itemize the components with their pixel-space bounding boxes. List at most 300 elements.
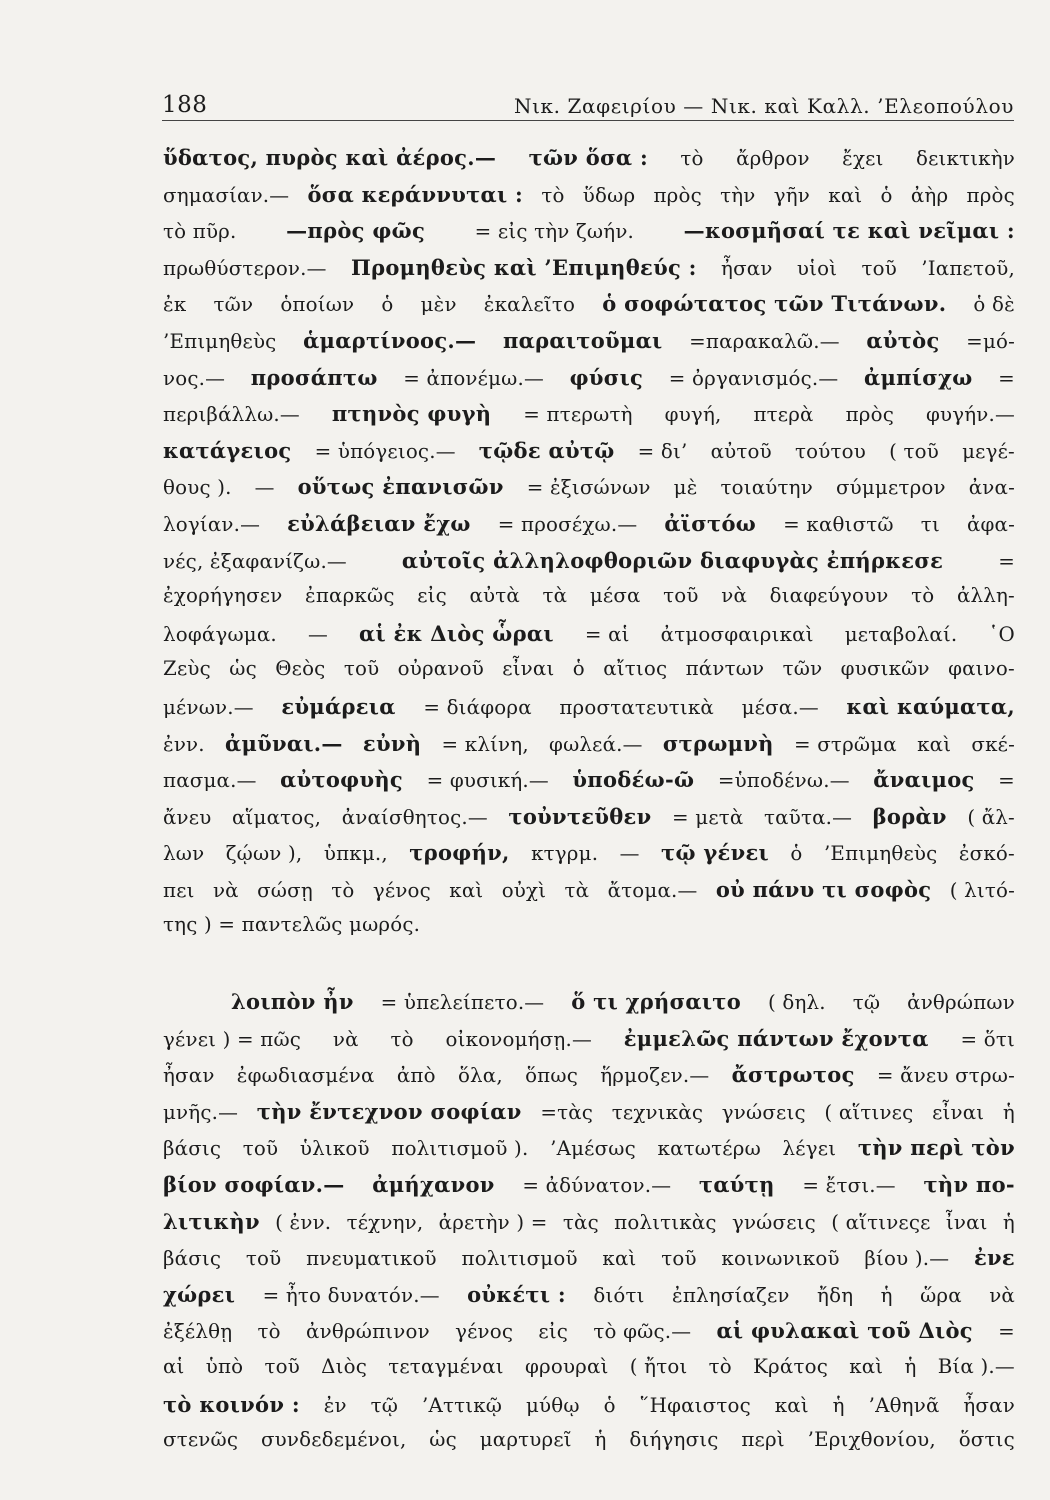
gloss-text: ἐξέλθῃ <box>163 1320 233 1344</box>
gloss-text: διότι <box>593 1283 645 1307</box>
gloss-text: ( αἵτινεςε <box>831 1210 931 1234</box>
lemma-term: ὑποδέω-ῶ <box>572 767 695 793</box>
lemma-term: τὸ κοινόν : <box>163 1391 300 1417</box>
gloss-text: =τὰς <box>540 1100 594 1124</box>
gloss-text: βίου ).— <box>864 1247 950 1271</box>
lemma-term: λοιπὸν ἦν <box>231 989 354 1015</box>
gloss-text: εἶναι <box>502 657 555 681</box>
gloss-text: Διὸς <box>321 1355 367 1378</box>
lemma-term: τὴν περὶ τὸν <box>857 1135 1015 1161</box>
gloss-text: κοινωνικοῦ <box>721 1247 840 1271</box>
gloss-text: συνδεδεμένοι, <box>260 1428 407 1452</box>
gloss-text: γνώσεις <box>721 1100 806 1124</box>
gloss-text: ἐπαρκῶς <box>305 584 395 608</box>
gloss-text: ἡ <box>904 1355 917 1378</box>
gloss-text: τοῦ <box>861 256 897 280</box>
gloss-text: καὶ <box>449 878 484 902</box>
text-line <box>163 804 1015 841</box>
gloss-text: τῶν <box>782 657 823 681</box>
gloss-text: ἀνα- <box>968 476 1015 500</box>
lemma-term: ἀμπίσχω <box>864 364 973 390</box>
gloss-text: ἀρετὴν ) = <box>438 1210 548 1234</box>
gloss-text: γένος <box>372 878 431 902</box>
lemma-term: ὁ σοφώτατος τῶν Τιτάνων. <box>602 291 947 317</box>
gloss-text: τῷ <box>852 991 881 1015</box>
lemma-term: οὐ πάνυ τι σοφὸς <box>715 876 932 902</box>
gloss-text: αἱ <box>163 1355 185 1378</box>
gloss-text: πολιτισμοῦ ). <box>391 1137 529 1161</box>
gloss-text: πολιτισμοῦ <box>461 1247 578 1271</box>
gloss-text: εἰς <box>417 584 447 608</box>
lemma-term: φύσις <box>569 364 644 390</box>
text-line <box>163 1099 1015 1136</box>
lemma-term: τῶν ὅσα : <box>528 145 648 170</box>
gloss-text: τοῦ <box>661 1247 697 1271</box>
gloss-text: στενῶς <box>163 1428 239 1452</box>
text-line <box>163 621 1015 658</box>
gloss-text: = μετὰ <box>672 805 744 829</box>
gloss-text: ὁ <box>381 293 394 317</box>
lemma-term: ἀϊστόω <box>664 510 757 536</box>
gloss-text: ἐνν. <box>163 732 205 756</box>
lemma-term: αὐτοφυὴς <box>280 767 404 793</box>
text-line <box>163 1318 1015 1355</box>
gloss-text: αἵματος, <box>232 805 322 829</box>
gloss-text: = φυσική.— <box>426 769 549 793</box>
gloss-text: ’Αμέσως <box>550 1137 636 1161</box>
gloss-text: φρουραὶ <box>524 1355 609 1378</box>
gloss-text: — <box>307 622 328 646</box>
gloss-text: τὸ <box>331 878 355 902</box>
gloss-text: μνῆς.— <box>163 1100 239 1124</box>
lemma-term: —πρὸς φῶς <box>286 218 426 244</box>
gloss-text: ταῦτα.— <box>764 805 853 829</box>
gloss-text: ἐσκό- <box>958 842 1015 866</box>
gloss-text: τοῦ <box>245 1247 282 1271</box>
gloss-text: τοιαύτην <box>720 476 813 500</box>
lemma-term: οὐκέτι : <box>467 1281 566 1307</box>
gloss-text: πει <box>163 878 195 902</box>
gloss-text: μένων.— <box>163 695 254 719</box>
lemma-term: ὅ τι χρήσαιτο <box>571 989 742 1015</box>
gloss-text: ( ἄλ- <box>967 805 1015 829</box>
gloss-text: =παρακαλῶ.— <box>689 329 840 353</box>
gloss-text: μὲ <box>673 476 698 500</box>
gloss-text: = ἦτο δυνατόν.— <box>262 1283 440 1307</box>
gloss-text: ἡ <box>1002 1210 1015 1234</box>
gloss-text: ὁ <box>603 1393 616 1417</box>
gloss-text: σύμμετρον <box>835 476 946 500</box>
text-line <box>163 694 1015 731</box>
gloss-text: ’Αττικῷ <box>421 1393 503 1417</box>
text-line <box>163 1355 1015 1392</box>
gloss-text: σημασίαν.— <box>163 183 290 207</box>
gloss-text: τὸ <box>708 1355 732 1378</box>
lemma-term: πτηνὸς φυγὴ <box>331 401 492 427</box>
text-line <box>163 328 1015 365</box>
text-line <box>163 401 1015 438</box>
gloss-text: οἰκονομήσῃ.— <box>445 1027 592 1051</box>
gloss-text: ὁ <box>880 183 893 207</box>
gloss-text: θους ). <box>163 476 232 500</box>
lemma-term: ὅσα κεράννυται : <box>307 181 524 207</box>
lemma-term: —κοσμῆσαί τε καὶ νεῖμαι : <box>683 218 1015 244</box>
gloss-text: ῞Ηφαιστος <box>639 1393 751 1417</box>
gloss-text: τὸ φῶς.— <box>593 1320 692 1344</box>
lemma-term: αἱ ἐκ Διὸς ὧραι <box>359 620 554 646</box>
gloss-text: νές, ἐξαφανίζω.— <box>163 549 347 573</box>
gloss-text: της ) = παντελῶς μωρός. <box>163 913 421 937</box>
gloss-text: Κράτος <box>753 1355 828 1378</box>
gloss-text: τὸ <box>257 1320 281 1344</box>
gloss-text: ἐκαλεῖτο <box>483 293 576 317</box>
gloss-text: διήγησις <box>629 1428 719 1452</box>
gloss-text: ἡ <box>832 1393 845 1417</box>
gloss-text: καὶ <box>774 1393 809 1417</box>
gloss-text: ἥρμοζεν.— <box>600 1064 710 1088</box>
gloss-text: τὸ <box>390 1027 414 1051</box>
text-line <box>163 1062 1015 1099</box>
gloss-text: ἄτομα.— <box>607 878 698 902</box>
text-line <box>163 1209 1015 1246</box>
text-line <box>163 731 1015 768</box>
gloss-text: τούτου <box>794 439 866 463</box>
lemma-term: αἱ φυλακαὶ τοῦ Διὸς <box>716 1318 973 1344</box>
gloss-text: ’Αθηνᾶ <box>868 1393 940 1417</box>
gloss-text: ἔχει <box>842 147 884 170</box>
gloss-text: ἶναι <box>945 1210 988 1234</box>
gloss-text: = <box>998 549 1015 573</box>
gloss-text: υἱοὶ <box>796 256 838 280</box>
gloss-text: πνευματικοῦ <box>306 1247 437 1271</box>
gloss-text: ὥρα <box>920 1283 962 1307</box>
paragraph-gap <box>163 950 1015 989</box>
gloss-text: τὰ <box>564 878 590 902</box>
gloss-text: γῆν <box>773 183 811 207</box>
lemma-term: τῷδε αὐτῷ <box>478 437 615 463</box>
text-line <box>163 474 1015 511</box>
gloss-text: λογίαν.— <box>163 512 261 536</box>
gloss-text: = ἐξισώνων <box>526 476 651 500</box>
gloss-text: νος.— <box>163 366 226 390</box>
gloss-text: = <box>998 1320 1015 1344</box>
gloss-text: εἶναι <box>932 1100 985 1124</box>
gloss-text: = ὅτι <box>960 1027 1015 1051</box>
gloss-text: δεικτικὴν <box>915 147 1015 170</box>
text-line <box>163 511 1015 548</box>
text-line <box>163 989 1015 1026</box>
gloss-text: ὡς <box>229 657 257 681</box>
gloss-text: οὐρανοῦ <box>397 657 484 681</box>
gloss-text: μέσα.— <box>741 695 819 719</box>
gloss-text: ’Επιμηθεὺς <box>823 842 938 866</box>
gloss-text: ὑπκμ., <box>323 842 388 866</box>
gloss-text: πολιτικὰς <box>614 1210 717 1234</box>
gloss-text: τὸ πῦρ. <box>163 220 237 244</box>
lemma-term: τῷ γένει <box>661 840 769 866</box>
gloss-text: μέσα <box>589 584 641 608</box>
gloss-text: ὑλικοῦ <box>299 1137 370 1161</box>
text-line <box>163 1245 1015 1282</box>
gloss-text: ὁ <box>572 657 585 681</box>
gloss-text: — <box>619 842 640 866</box>
lemma-term: κατάγειος <box>163 437 292 463</box>
gloss-text: τὰς <box>562 1210 599 1234</box>
gloss-text: = αἱ <box>584 622 630 646</box>
gloss-text: ἤδη <box>817 1283 854 1307</box>
gloss-text: ἀνθρώπινον <box>306 1320 430 1344</box>
gloss-text: τὸ <box>911 584 935 608</box>
gloss-text: νὰ <box>989 1283 1015 1307</box>
gloss-text: ἐχορήγησεν <box>163 584 283 608</box>
gloss-text: ὅπως <box>525 1064 578 1088</box>
gloss-text: ἦσαν <box>721 256 773 280</box>
lemma-term: προσάπτω <box>250 364 378 390</box>
lemma-term: ἀμήχανον <box>372 1172 495 1198</box>
lemma-term: εὐνὴ <box>362 730 422 756</box>
gloss-text: γένει ) = πῶς <box>163 1027 302 1051</box>
lemma-term: χώρει <box>163 1281 236 1307</box>
text-line <box>163 218 1015 255</box>
gloss-text: — <box>254 476 275 500</box>
text-line <box>163 913 1015 950</box>
gloss-text: πρὸς <box>845 403 894 427</box>
gloss-text: = ὑπόγειος.— <box>314 439 456 463</box>
text-line <box>163 255 1015 292</box>
lemma-term: τοὐντεῦθεν <box>508 803 652 829</box>
lemma-term: ἐνε <box>973 1245 1015 1271</box>
gloss-text: ὁποίων <box>280 293 355 317</box>
text-line <box>163 767 1015 804</box>
gloss-text: διαφεύγουν <box>769 584 889 608</box>
lemma-term: καὶ καύματα, <box>846 693 1015 719</box>
gloss-text: καὶ <box>828 183 863 207</box>
lemma-term: ἐμμελῶς πάντων ἔχοντα <box>623 1025 929 1051</box>
gloss-text: Θεὸς <box>275 657 326 681</box>
gloss-text: Ζεὺς <box>163 657 211 681</box>
text-line <box>163 1026 1015 1063</box>
gloss-text: ἐν <box>323 1393 347 1417</box>
gloss-text: = ἄνευ στρω- <box>876 1064 1015 1088</box>
gloss-text: οὐχὶ <box>501 878 547 902</box>
gloss-text: ( λιτό- <box>949 878 1015 902</box>
gloss-text: τοῦ <box>242 1137 279 1161</box>
commentary-body <box>163 145 1015 1465</box>
lemma-term: λιτικὴν <box>163 1208 260 1234</box>
lemma-term: εὐμάρεια <box>281 693 396 719</box>
gloss-text: ( δηλ. <box>767 991 826 1015</box>
lemma-term: αὐτὸς <box>866 327 940 353</box>
gloss-text: = διάφορα <box>423 695 532 719</box>
gloss-text: λων <box>163 842 205 866</box>
gloss-text: ζῴων ), <box>225 842 303 866</box>
gloss-text: λέγει <box>782 1137 837 1161</box>
lemma-term: τροφήν, <box>409 840 510 866</box>
gloss-text: ἀναίσθητος.— <box>341 805 488 829</box>
lemma-term: ἀμῦναι.— <box>224 730 343 756</box>
gloss-text: πρὸς <box>653 183 702 207</box>
gloss-text: ’Ιαπετοῦ, <box>921 256 1015 280</box>
gloss-text: αἴτιος <box>603 657 668 681</box>
gloss-text: καὶ <box>917 732 952 756</box>
gloss-text: ὁ <box>790 842 803 866</box>
gloss-text: ὅστις <box>958 1428 1015 1452</box>
text-line <box>163 840 1015 877</box>
gloss-text: ἄνευ <box>163 805 212 829</box>
gloss-text: = ὑπελείπετο.— <box>380 991 545 1015</box>
gloss-text: = πτερωτὴ <box>523 403 633 427</box>
gloss-text: φαινο- <box>948 657 1015 681</box>
gloss-text: τῶν <box>213 293 254 317</box>
gloss-text: τὴν <box>720 183 756 207</box>
gloss-text: εἰς <box>538 1320 569 1344</box>
gloss-text: ἀφα- <box>966 512 1015 536</box>
gloss-text: σώσῃ <box>257 878 313 902</box>
gloss-text: = δι’ <box>637 439 688 463</box>
lemma-term: παραιτοῦμαι <box>502 327 663 353</box>
gloss-text: = κλίνη, <box>441 732 529 756</box>
gloss-text: ἡ <box>1002 1100 1015 1124</box>
gloss-text: ’Εριχθονίου, <box>807 1428 936 1452</box>
text-line <box>163 1428 1015 1465</box>
gloss-text: ἡ <box>880 1283 893 1307</box>
gloss-text: βάσις <box>163 1247 222 1271</box>
gloss-text: τι <box>920 512 940 536</box>
gloss-text: ἐκ <box>163 293 187 317</box>
gloss-text: = ὀργανισμός.— <box>668 366 839 390</box>
gloss-text: ἐφωδιασμένα <box>236 1064 375 1088</box>
gloss-text: φυγήν.— <box>925 403 1015 427</box>
text-line <box>163 548 1015 585</box>
gloss-text: βάσις <box>163 1137 222 1161</box>
gloss-text: ἀλλη- <box>956 584 1015 608</box>
lemma-term: αὐτοῖς ἀλληλοφθοριῶν διαφυγὰς ἐπήρκεσε <box>401 547 944 573</box>
gloss-text: πρὸς <box>966 183 1015 207</box>
gloss-text: ἀτμοσφαιρικαὶ <box>660 622 814 646</box>
lemma-term: οὕτως ἐπανισῶν <box>297 474 504 500</box>
gloss-text: ὕδωρ <box>582 183 636 207</box>
gloss-text: =μό- <box>966 329 1015 353</box>
page-header <box>162 84 1014 121</box>
text-line <box>163 1135 1015 1172</box>
gloss-text: νὰ <box>212 878 239 902</box>
text-line <box>163 877 1015 914</box>
gloss-text: ἐπλησίαζεν <box>672 1283 790 1307</box>
gloss-text: ὑπὸ <box>205 1355 244 1378</box>
gloss-text: = στρῶμα <box>793 732 897 756</box>
text-line <box>163 182 1015 219</box>
gloss-text: τεταγμέναι <box>388 1355 504 1378</box>
lemma-term: ἁμαρτίνοος.— <box>303 327 477 353</box>
text-line <box>163 291 1015 328</box>
gloss-text: ἡ <box>594 1428 607 1452</box>
gloss-text: περὶ <box>741 1428 785 1452</box>
gloss-text: ( τοῦ <box>889 439 939 463</box>
text-line <box>163 584 1015 621</box>
gloss-text: =ὑποδένω.— <box>717 769 850 793</box>
gloss-text: πασμα.— <box>163 769 257 793</box>
commentary-paragraph-2 <box>163 989 1015 1465</box>
gloss-text: ’Επιμηθεὺς <box>163 329 277 353</box>
lemma-term: εὐλάβειαν ἔχω <box>287 510 471 536</box>
lemma-term: βορὰν <box>872 803 947 829</box>
lemma-term: τὴν πο- <box>923 1172 1015 1198</box>
gloss-text: μεταβολαί. <box>844 622 958 646</box>
lemma-term: βίον σοφίαν.— <box>163 1172 345 1198</box>
commentary-paragraph-1 <box>163 145 1015 950</box>
gloss-text: τοῦ <box>264 1355 300 1378</box>
gloss-text: = ἀπονέμω.— <box>403 366 544 390</box>
gloss-text: ὡς <box>429 1428 457 1452</box>
gloss-text: προστατευτικὰ <box>559 695 714 719</box>
page-number: 188 <box>162 92 208 118</box>
gloss-text: τοῦ <box>343 657 380 681</box>
text-line <box>163 1282 1015 1319</box>
gloss-text: ἄρθρον <box>736 147 810 170</box>
gloss-text: ἀὴρ <box>910 183 949 207</box>
lemma-term: στρωμνὴ <box>662 730 774 756</box>
gloss-text: φωλεά.— <box>549 732 643 756</box>
gloss-text: = <box>998 769 1015 793</box>
gloss-text: = εἰς τὴν ζωήν. <box>474 220 635 244</box>
lemma-term: ἄστρωτος <box>731 1062 855 1088</box>
text-line <box>163 438 1015 475</box>
lemma-term: τὴν ἔντεχνον σοφίαν <box>256 1098 522 1124</box>
lemma-term: ὕδατος, πυρὸς καὶ ἀέρος.— <box>163 145 497 170</box>
gloss-text: ἀνθρώπων <box>907 991 1015 1015</box>
gloss-text: φυσικῶν <box>840 657 930 681</box>
gloss-text: τεχνικὰς <box>611 1100 704 1124</box>
gloss-text: τὸ <box>541 183 565 207</box>
gloss-text: Βία ).— <box>937 1355 1015 1378</box>
gloss-text: = καθιστῶ <box>783 512 894 536</box>
gloss-text: τοῦ <box>663 584 699 608</box>
gloss-text: κτγρμ. <box>531 842 599 866</box>
text-line <box>163 657 1015 694</box>
gloss-text: ( αἵτινες <box>824 1100 914 1124</box>
gloss-text: νὰ <box>721 584 748 608</box>
lemma-term: ἄναιμος <box>873 767 975 793</box>
gloss-text: πτερὰ <box>753 403 814 427</box>
gloss-text: ἦσαν <box>163 1064 215 1088</box>
gloss-text: νὰ <box>332 1027 359 1051</box>
gloss-text: μὲν <box>420 293 457 317</box>
gloss-text: αὐτὰ <box>469 584 520 608</box>
gloss-text: τέχνην, <box>346 1210 424 1234</box>
gloss-text: αὐτοῦ <box>710 439 772 463</box>
text-line <box>163 1392 1015 1429</box>
gloss-text: ὁ δὲ <box>973 293 1015 317</box>
gloss-text: = ἔτσι.— <box>802 1174 896 1198</box>
gloss-text: ( ἐνν. <box>275 1210 332 1234</box>
running-head: Νικ. Ζαφειρίου — Νικ. καὶ Καλλ. ’Ελεοπούλου <box>513 94 1014 118</box>
gloss-text: = ἀδύνατον.— <box>522 1174 672 1198</box>
gloss-text: πρωθύστερον.— <box>163 256 327 280</box>
lemma-term: ταύτῃ <box>698 1172 775 1198</box>
gloss-text: σκέ- <box>971 732 1015 756</box>
gloss-text: πάντων <box>685 657 765 681</box>
gloss-text: φυγή, <box>664 403 722 427</box>
text-line <box>163 1172 1015 1209</box>
gloss-text: μύθῳ <box>525 1393 580 1417</box>
gloss-text: = προσέχω.— <box>497 512 638 536</box>
gloss-text: τῷ <box>370 1393 399 1417</box>
gloss-text: = <box>998 366 1015 390</box>
gloss-text: τὸ <box>680 147 704 170</box>
gloss-text: λοφάγωμα. <box>163 622 277 646</box>
gloss-text: καὶ <box>849 1355 884 1378</box>
gloss-text: ῾Ο <box>988 622 1015 646</box>
